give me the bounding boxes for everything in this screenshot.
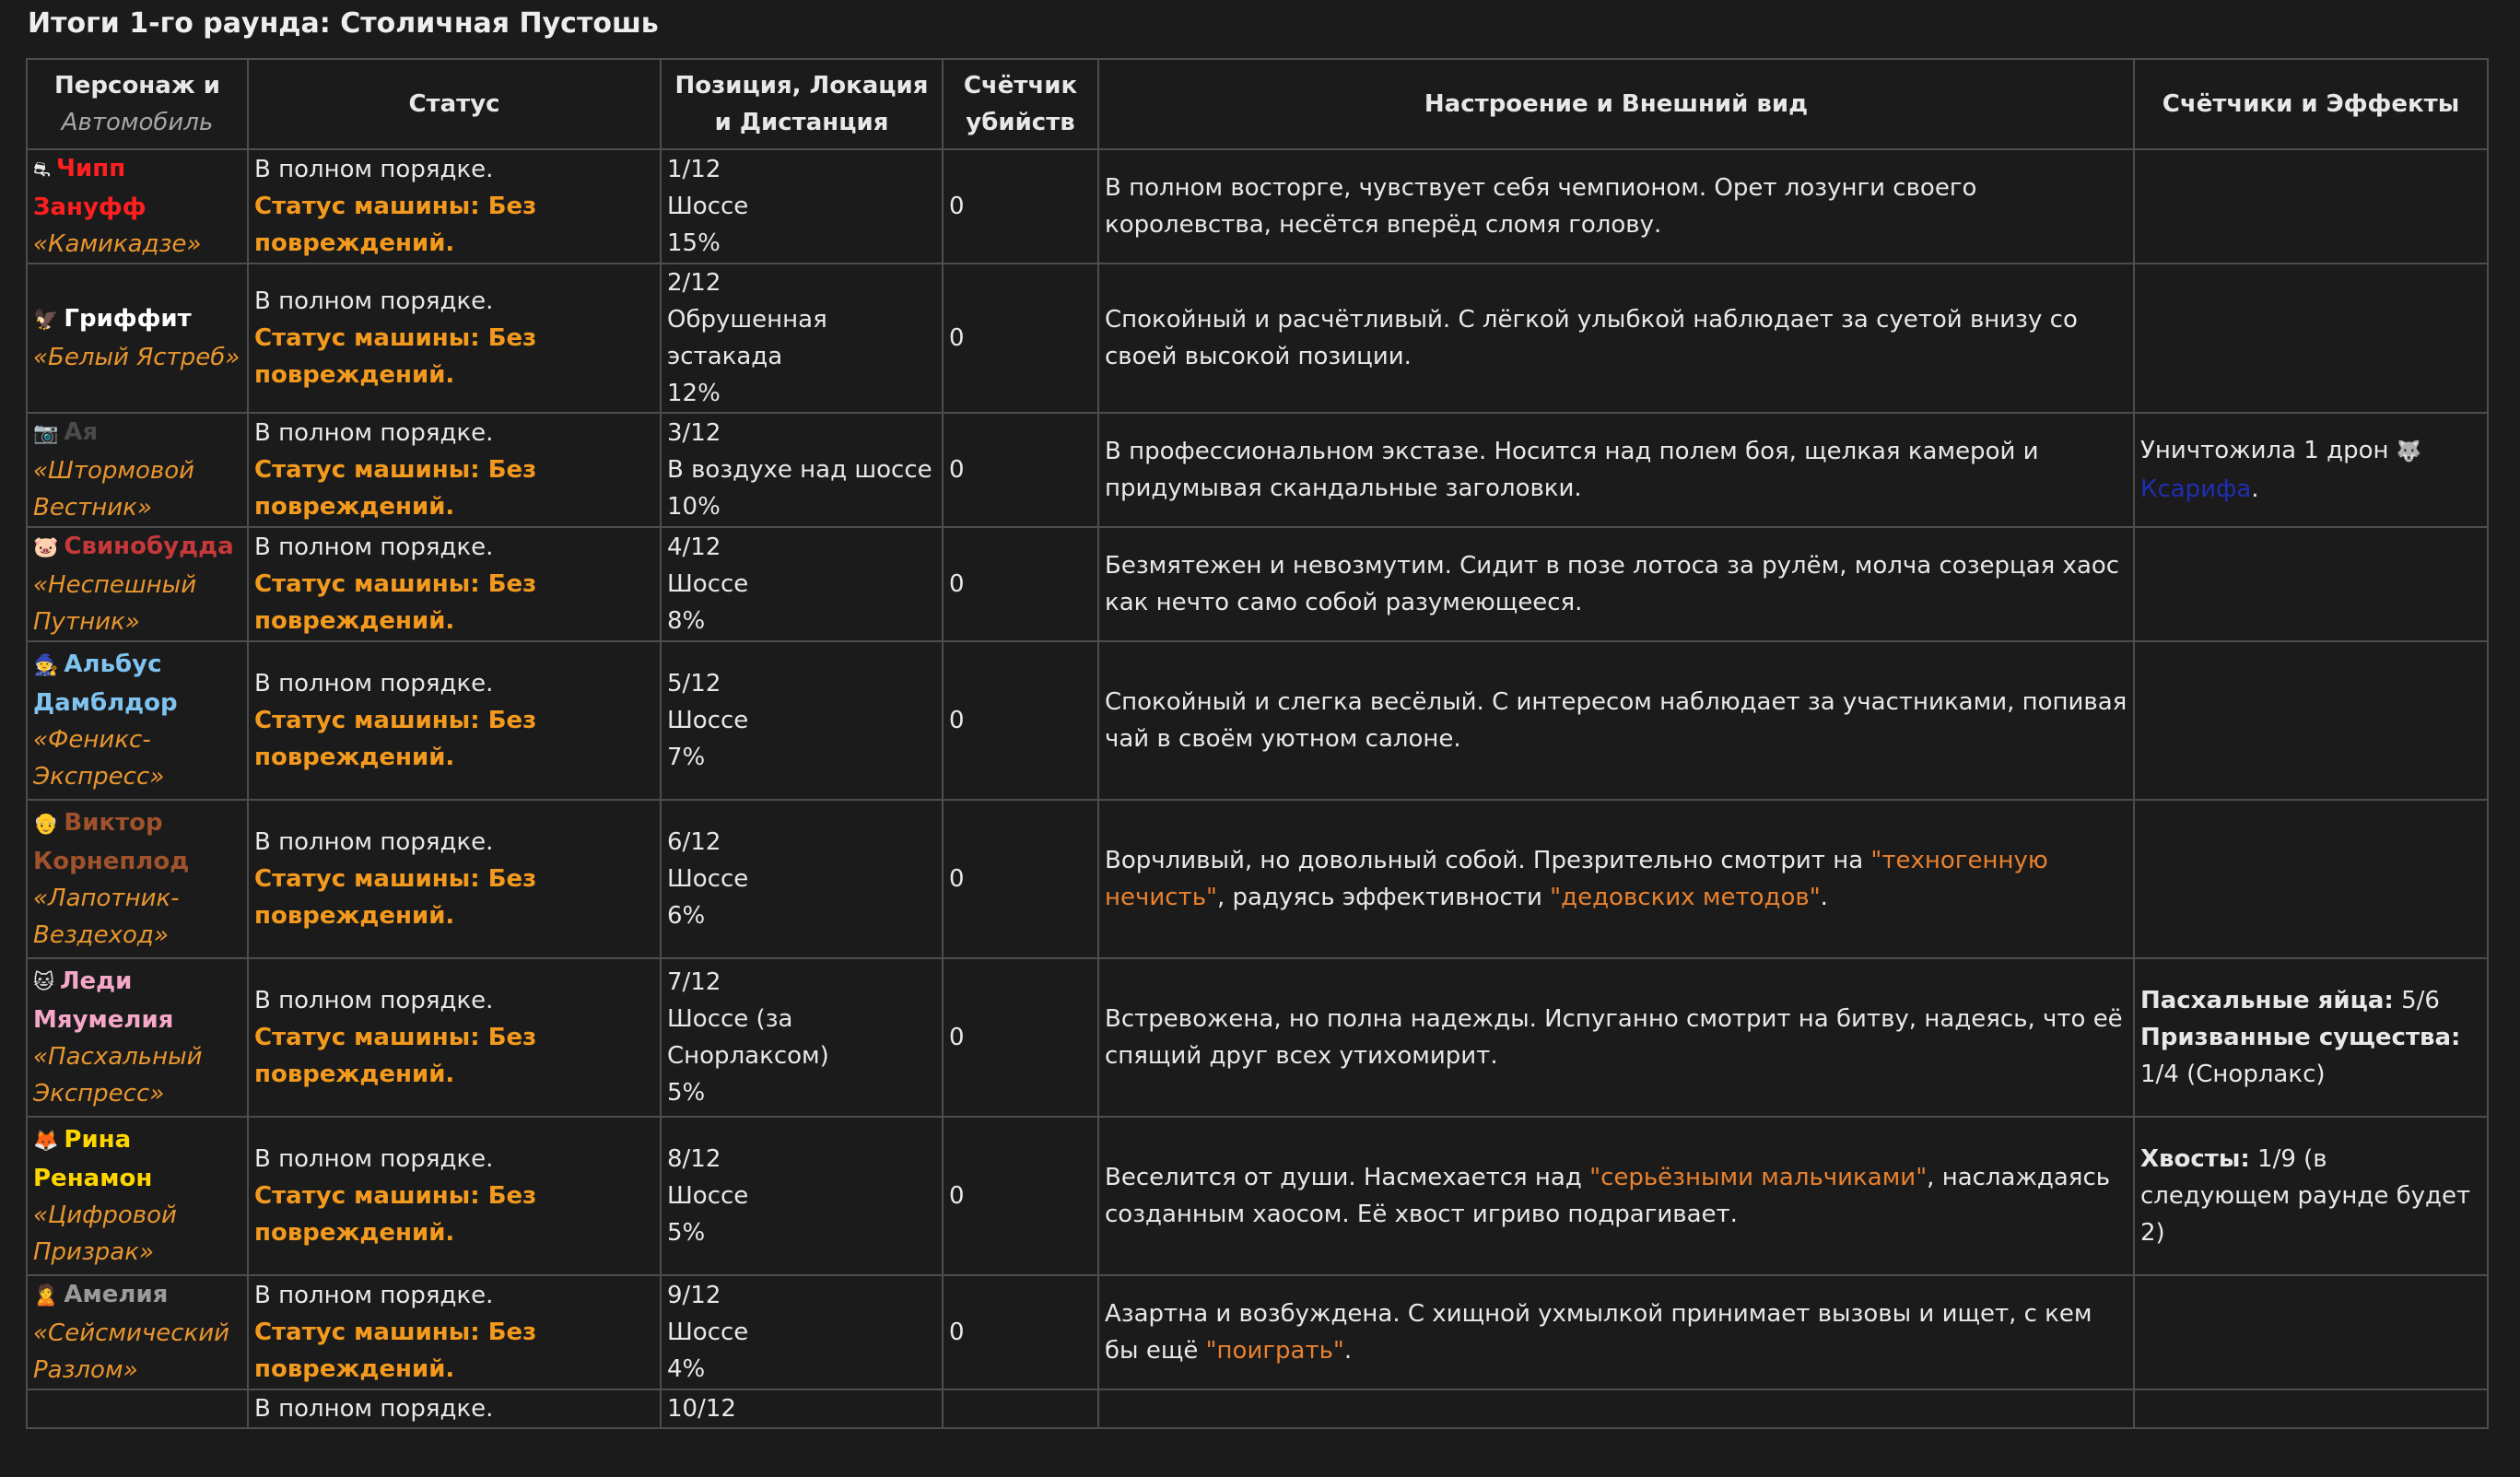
header-effects: Счётчики и Эффекты xyxy=(2134,59,2488,149)
position-rank: 5/12 xyxy=(667,670,721,697)
position-distance: 5% xyxy=(667,1219,706,1247)
character-cell xyxy=(27,149,248,264)
table-header-row xyxy=(27,59,2488,149)
mood-cell xyxy=(1098,264,2134,413)
position-rank: 10/12 xyxy=(667,1395,736,1423)
table-row-3 xyxy=(27,413,2488,527)
header-status: Статус xyxy=(248,59,661,149)
character-name: Ая xyxy=(64,418,99,446)
car-status: Статус машины: Без повреждений. xyxy=(254,1319,537,1383)
position-cell xyxy=(661,527,943,641)
mood-highlight: "поиграть" xyxy=(1205,1337,1344,1365)
position-cell xyxy=(661,413,943,527)
character-avatar-icon: 🦊 xyxy=(33,1130,59,1153)
mood-cell xyxy=(1098,958,2134,1117)
mood-text: Безмятежен и невозмутим. Сидит в позе лотоса за рулём, молча созерцая хаос как нечто само собой разумеющееся. xyxy=(1105,552,2120,616)
mood-text: Азартна и возбуждена. С хищной ухмылкой принимает вызовы и ищет, с кем бы ещё xyxy=(1105,1300,2092,1365)
mood-text: , радуясь эффективности xyxy=(1216,884,1551,911)
position-distance: 10% xyxy=(667,493,721,521)
table-row-7 xyxy=(27,958,2488,1117)
effect-link[interactable]: Ксарифа xyxy=(2140,475,2252,503)
character-avatar-icon: 🐷 xyxy=(33,536,59,559)
status-cell xyxy=(248,413,661,527)
effect-line xyxy=(2140,1019,2481,1093)
effects-cell xyxy=(2134,958,2488,1117)
effects-cell xyxy=(2134,1389,2488,1428)
car-status: Статус машины: Без повреждений. xyxy=(254,570,537,635)
header-character-sub: Автомобиль xyxy=(61,109,214,136)
position-distance: 4% xyxy=(667,1355,706,1383)
car-status: Статус машины: Без повреждений. xyxy=(254,865,537,930)
mood-cell xyxy=(1098,1117,2134,1275)
effects-cell xyxy=(2134,641,2488,800)
kills-cell: 0 xyxy=(943,413,1098,527)
position-cell xyxy=(661,1117,943,1275)
table-row-5 xyxy=(27,641,2488,800)
car-status: Статус машины: Без повреждений. xyxy=(254,707,537,771)
car-name: «Пасхальный Экспресс» xyxy=(33,1043,203,1108)
character-cell xyxy=(27,641,248,800)
effect-line xyxy=(2140,1141,2481,1251)
effects-cell xyxy=(2134,527,2488,641)
mood-text: В профессиональном экстазе. Носится над полем боя, щелкая камерой и придумывая скандальные заголовки. xyxy=(1105,438,2039,502)
table-row-2 xyxy=(27,264,2488,413)
effect-line xyxy=(2140,982,2481,1019)
status-cell xyxy=(248,1389,661,1428)
position-distance: 8% xyxy=(667,607,706,635)
character-status: В полном порядке. xyxy=(254,533,494,561)
wolf-icon: 🐺 xyxy=(2396,440,2422,463)
header-mood: Настроение и Внешний вид xyxy=(1098,59,2134,149)
position-location: Шоссе xyxy=(667,1182,749,1210)
mood-text: Ворчливый, но довольный собой. Презрительно смотрит на xyxy=(1105,847,1871,874)
status-cell xyxy=(248,1117,661,1275)
header-character xyxy=(27,59,248,149)
position-distance: 15% xyxy=(667,229,721,257)
position-cell xyxy=(661,264,943,413)
position-location: Шоссе xyxy=(667,193,749,220)
kills-cell: 0 xyxy=(943,958,1098,1117)
results-table xyxy=(26,58,2489,1429)
effect-label: Хвосты: xyxy=(2140,1145,2250,1173)
header-kills: Счётчик убийств xyxy=(943,59,1098,149)
position-distance: 5% xyxy=(667,1079,706,1107)
character-status: В полном порядке. xyxy=(254,156,494,183)
position-rank: 1/12 xyxy=(667,156,721,183)
character-status: В полном порядке. xyxy=(254,1145,494,1173)
kills-cell: 0 xyxy=(943,800,1098,958)
character-status: В полном порядке. xyxy=(254,828,494,856)
character-cell xyxy=(27,958,248,1117)
mood-cell xyxy=(1098,1275,2134,1389)
position-rank: 4/12 xyxy=(667,533,721,561)
position-cell xyxy=(661,1275,943,1389)
character-status: В полном порядке. xyxy=(254,1395,494,1423)
character-name: Рина Ренамон xyxy=(33,1126,153,1192)
mood-cell xyxy=(1098,800,2134,958)
character-name: Леди Мяумелия xyxy=(33,967,174,1034)
status-cell xyxy=(248,527,661,641)
position-rank: 6/12 xyxy=(667,828,721,856)
character-cell xyxy=(27,264,248,413)
position-distance: 6% xyxy=(667,902,706,930)
mood-text: Встревожена, но полна надежды. Испуганно смотрит на битву, надеясь, что её спящий друг всех утихомирит. xyxy=(1105,1005,2123,1070)
car-name: «Цифровой Призрак» xyxy=(33,1202,177,1266)
position-location: В воздухе над шоссе xyxy=(667,456,932,484)
position-cell xyxy=(661,641,943,800)
character-status: В полном порядке. xyxy=(254,987,494,1014)
character-status: В полном порядке. xyxy=(254,1282,494,1309)
character-cell xyxy=(27,527,248,641)
character-avatar-icon: 🦅 xyxy=(33,309,59,332)
character-avatar-icon: 🙎 xyxy=(33,1284,59,1307)
character-avatar-icon: 🧙 xyxy=(33,654,59,677)
mood-text: Веселится от души. Насмехается над xyxy=(1105,1164,1590,1191)
table-row-9 xyxy=(27,1275,2488,1389)
kills-cell: 0 xyxy=(943,1275,1098,1389)
car-name: «Камикадзе» xyxy=(33,230,202,258)
character-avatar-icon: 🐱 xyxy=(33,971,54,994)
table-body xyxy=(27,149,2488,1428)
effect-value: 5/6 xyxy=(2393,987,2440,1014)
car-name: «Лапотник-Вездеход» xyxy=(33,885,180,949)
status-cell xyxy=(248,800,661,958)
kills-cell: 0 xyxy=(943,264,1098,413)
car-name: «Штормовой Вестник» xyxy=(33,457,195,522)
status-cell xyxy=(248,1275,661,1389)
character-status: В полном порядке. xyxy=(254,419,494,447)
character-name: Альбус Дамблдор xyxy=(33,651,178,717)
character-avatar-icon: 📷 xyxy=(33,422,59,445)
table-row-1 xyxy=(27,149,2488,264)
character-name: Виктор Корнеплод xyxy=(33,809,190,875)
character-name: Амелия xyxy=(64,1281,169,1308)
character-cell xyxy=(27,413,248,527)
effects-cell xyxy=(2134,264,2488,413)
car-name: «Белый Ястреб» xyxy=(33,344,240,371)
character-cell xyxy=(27,800,248,958)
mood-cell xyxy=(1098,149,2134,264)
mood-text: В полном восторге, чувствует себя чемпионом. Орет лозунги своего королевства, несётся вперёд сломя голову. xyxy=(1105,174,1977,239)
character-status: В полном порядке. xyxy=(254,670,494,697)
effects-cell xyxy=(2134,1117,2488,1275)
character-name: Чипп Зануфф xyxy=(33,155,147,221)
position-location: Шоссе (за Снорлаксом) xyxy=(667,1005,829,1070)
position-distance: 7% xyxy=(667,744,706,771)
mood-highlight: "серьёзными мальчиками" xyxy=(1589,1164,1928,1191)
position-location: Обрушенная эстакада xyxy=(667,306,827,370)
kills-cell: 0 xyxy=(943,641,1098,800)
car-name: «Неспешный Путник» xyxy=(33,571,197,636)
effects-cell xyxy=(2134,149,2488,264)
kills-cell: 0 xyxy=(943,149,1098,264)
status-cell xyxy=(248,641,661,800)
effect-value: 1/9 (в следующем раунде будет 2) xyxy=(2140,1145,2471,1247)
effect-text: Уничтожила 1 дрон xyxy=(2140,437,2397,464)
car-status: Статус машины: Без повреждений. xyxy=(254,1024,537,1088)
position-distance: 12% xyxy=(667,380,721,407)
effects-cell xyxy=(2134,800,2488,958)
car-status: Статус машины: Без повреждений. xyxy=(254,456,537,521)
header-position: Позиция, Локация и Дистанция xyxy=(661,59,943,149)
header-character-label: Персонаж и xyxy=(54,72,220,100)
character-name: Свинобудда xyxy=(64,533,234,560)
car-status: Статус машины: Без повреждений. xyxy=(254,1182,537,1247)
car-status: Статус машины: Без повреждений. xyxy=(254,324,537,389)
effect-value: 1/4 (Снорлакс) xyxy=(2140,1061,2326,1088)
status-cell xyxy=(248,264,661,413)
effect-label: Пасхальные яйца: xyxy=(2140,987,2394,1014)
position-rank: 8/12 xyxy=(667,1145,721,1173)
position-cell xyxy=(661,958,943,1117)
effects-cell xyxy=(2134,413,2488,527)
mood-text: Спокойный и слегка весёлый. С интересом наблюдает за участниками, попивая чай в своём уютном салоне. xyxy=(1105,688,2127,753)
kills-cell: 0 xyxy=(943,527,1098,641)
table-row-6 xyxy=(27,800,2488,958)
kills-cell: 0 xyxy=(943,1117,1098,1275)
character-cell xyxy=(27,1117,248,1275)
mood-cell xyxy=(1098,413,2134,527)
position-rank: 7/12 xyxy=(667,968,721,996)
position-cell xyxy=(661,1389,943,1428)
mood-text: Спокойный и расчётливый. С лёгкой улыбкой наблюдает за суетой внизу со своей высокой позиции. xyxy=(1105,306,2078,370)
position-cell xyxy=(661,800,943,958)
position-rank: 9/12 xyxy=(667,1282,721,1309)
character-name: Гриффит xyxy=(64,305,192,333)
mood-highlight: "дедовских методов" xyxy=(1550,884,1821,911)
character-status: В полном порядке. xyxy=(254,287,494,315)
character-avatar-icon: 👴 xyxy=(33,813,59,836)
page-title: Итоги 1-го раунда: Столичная Пустошь xyxy=(28,7,659,40)
position-location: Шоссе xyxy=(667,1319,749,1346)
mood-text: . xyxy=(1820,884,1828,911)
character-cell xyxy=(27,1389,248,1428)
effect-text: . xyxy=(2251,475,2259,503)
mood-cell xyxy=(1098,1389,2134,1428)
mood-highlight: "техногенную нечисть" xyxy=(1105,847,2048,911)
position-location: Шоссе xyxy=(667,570,749,598)
position-rank: 2/12 xyxy=(667,269,721,297)
position-location: Шоссе xyxy=(667,707,749,734)
position-cell xyxy=(661,149,943,264)
table-row-8 xyxy=(27,1117,2488,1275)
character-cell xyxy=(27,1275,248,1389)
position-rank: 3/12 xyxy=(667,419,721,447)
status-cell xyxy=(248,958,661,1117)
mood-text: , наслаждаясь созданным хаосом. Её хвост игриво подрагивает. xyxy=(1105,1164,2111,1228)
character-avatar-icon: ⛐ xyxy=(33,158,51,182)
effect-label: Призванные существа: xyxy=(2140,1024,2461,1051)
table-row-10 xyxy=(27,1389,2488,1428)
mood-cell xyxy=(1098,641,2134,800)
table-row-4 xyxy=(27,527,2488,641)
car-name: «Феникс-Экспресс» xyxy=(33,726,165,791)
status-cell xyxy=(248,149,661,264)
mood-text: . xyxy=(1343,1337,1353,1365)
mood-cell xyxy=(1098,527,2134,641)
car-status: Статус машины: Без повреждений. xyxy=(254,193,537,257)
position-location: Шоссе xyxy=(667,865,749,893)
car-name: «Сейсмический Разлом» xyxy=(33,1319,230,1384)
kills-cell xyxy=(943,1389,1098,1428)
effects-cell xyxy=(2134,1275,2488,1389)
